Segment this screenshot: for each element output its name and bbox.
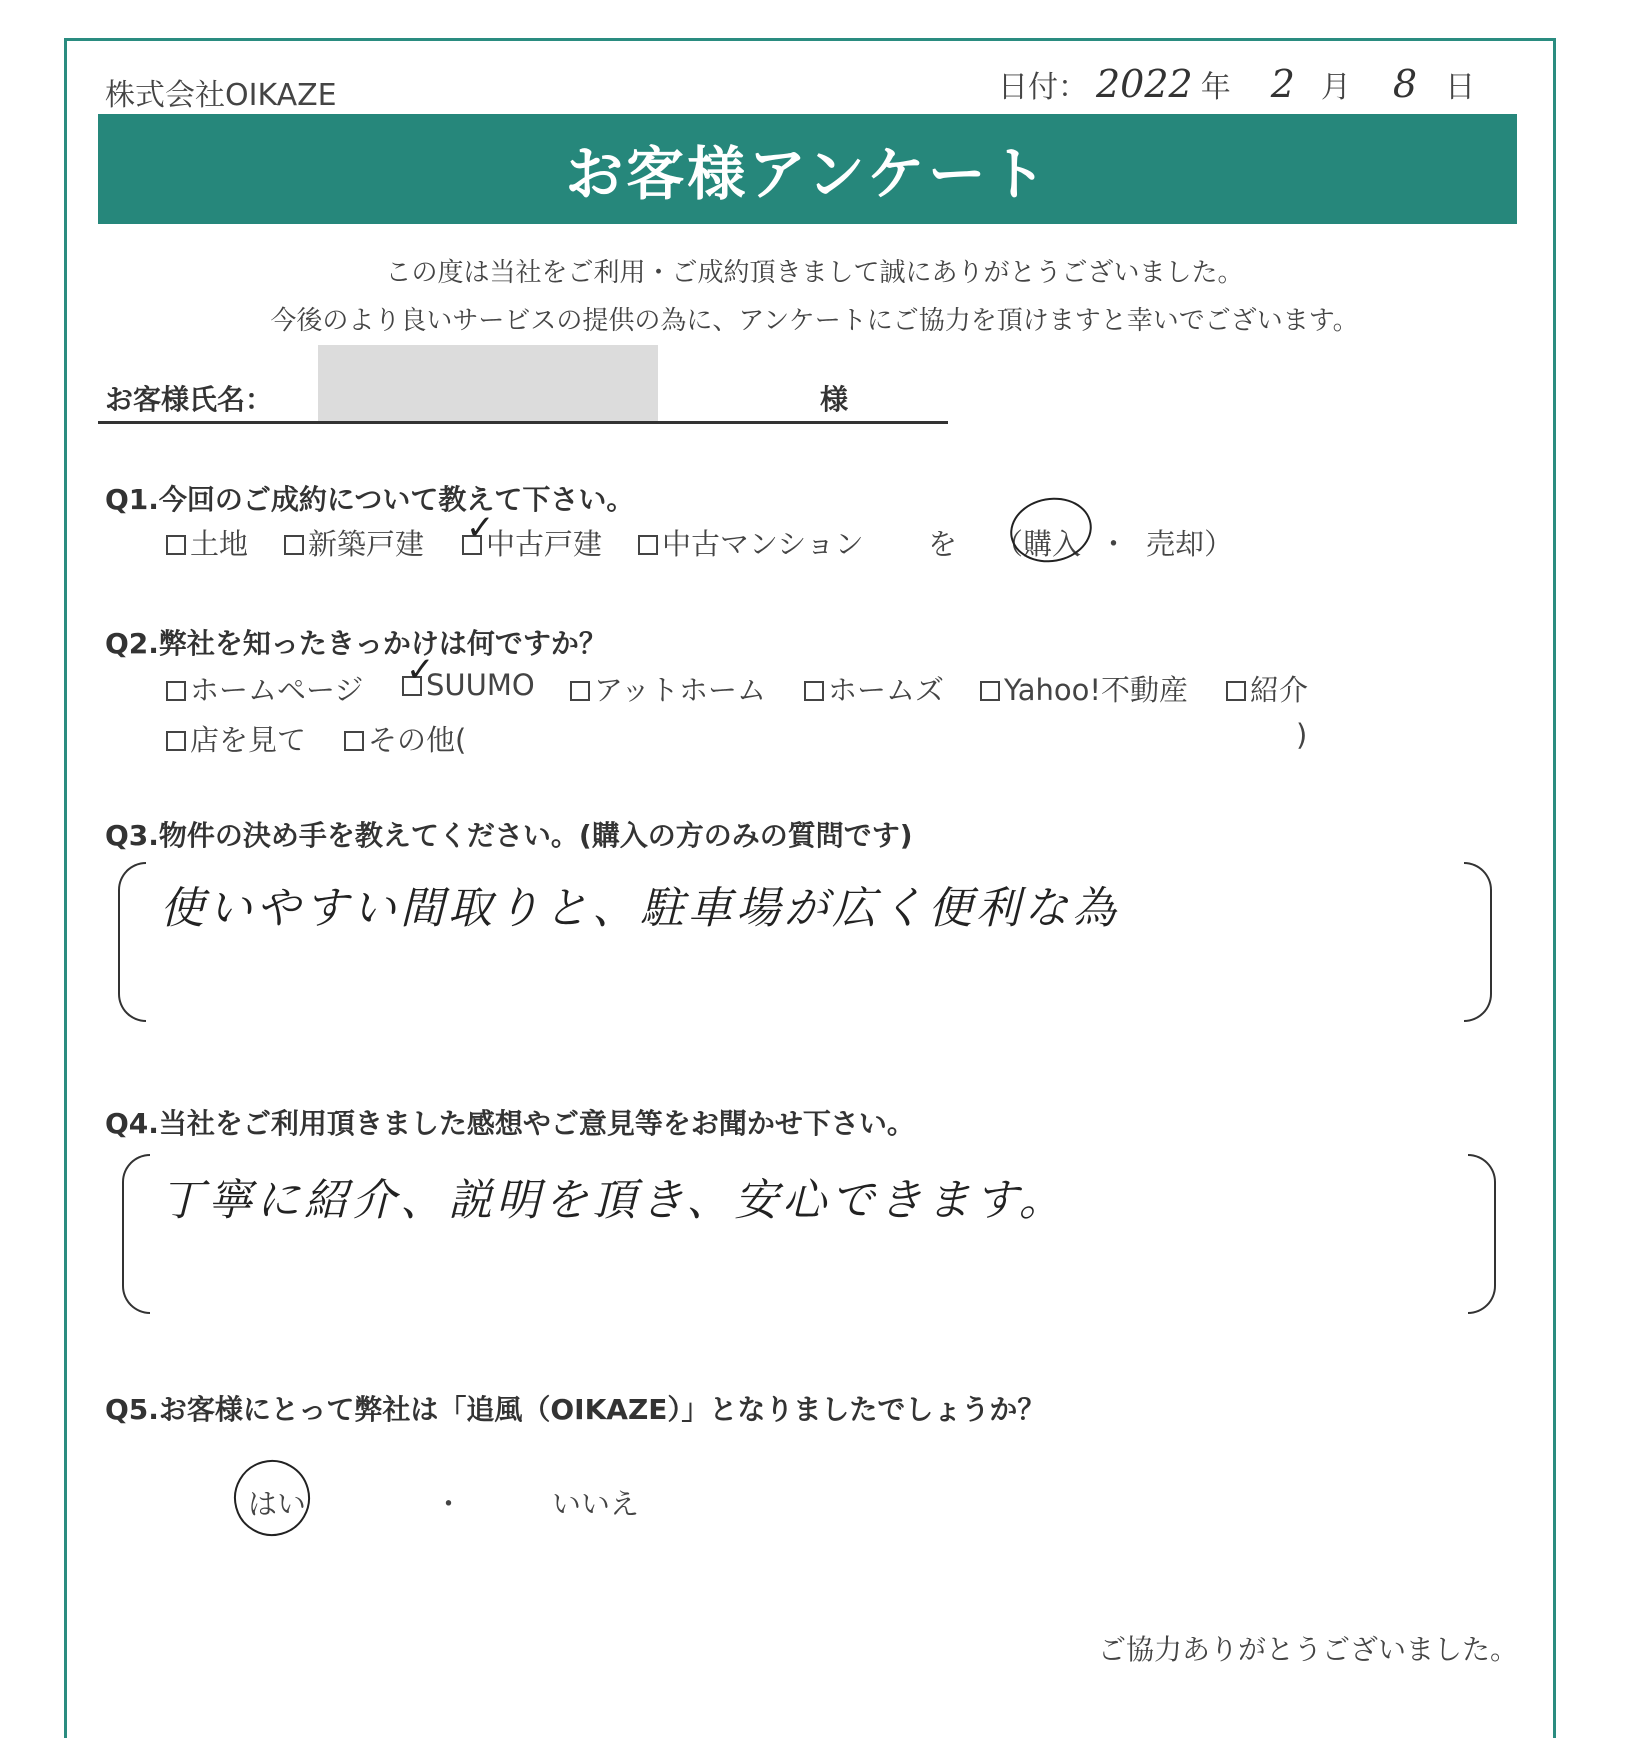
q2-option-referral[interactable]: 紹介 [1226, 668, 1308, 709]
q1-wo: を [928, 527, 958, 561]
customer-name-label: お客様氏名： [105, 383, 274, 416]
paren-open: （ [994, 527, 1024, 561]
checkbox[interactable] [166, 681, 186, 701]
q5-dot: ・ [434, 1487, 464, 1521]
date-month-unit: 月 [1320, 70, 1351, 105]
date-line [998, 62, 1475, 106]
customer-name-redacted [318, 345, 658, 421]
page-title: お客様アンケート [565, 140, 1050, 208]
q3-answer[interactable]: 使いやすい間取りと、駐車場が広く便利な為 [160, 883, 1120, 934]
q5-question: Q5.お客様にとって弊社は「追風（OIKAZE）」となりましたでしょうか？ [105, 1393, 1046, 1426]
q2-option-homepage[interactable]: ホームページ [166, 668, 363, 709]
q2-option-other[interactable]: その他( [344, 718, 466, 759]
date-year-unit: 年 [1200, 70, 1231, 105]
q5-no[interactable]: いいえ [552, 1487, 640, 1521]
q1-option-land[interactable]: 土地 [166, 522, 248, 563]
q1-option-used-mansion[interactable]: 中古マンション [638, 522, 864, 563]
customer-name-suffix: 様 [820, 383, 849, 416]
q2-question: Q2.弊社を知ったきっかけは何ですか？ [105, 627, 607, 660]
checkbox[interactable] [1226, 681, 1246, 701]
q2-other-paren-close: ) [1296, 718, 1308, 752]
checkbox[interactable] [804, 681, 824, 701]
checkmark-icon: ✓ [406, 650, 435, 690]
q5-yes[interactable]: はい [248, 1487, 307, 1521]
title-banner [98, 114, 1517, 224]
q2-option-athome[interactable]: アットホーム [570, 668, 766, 709]
date-month: 2 [1270, 62, 1295, 106]
q4-answer-bracket-left [122, 1154, 150, 1314]
checkbox[interactable] [638, 535, 658, 555]
date-day: 8 [1392, 62, 1418, 106]
checkbox[interactable] [166, 535, 186, 555]
q3-question: Q3.物件の決め手を教えてください。(購入の方のみの質問です) [105, 819, 913, 852]
q3-answer-bracket-left [118, 862, 146, 1022]
intro-line-1: この度は当社をご利用・ご成約頂きまして誠にありがとうございました。 [385, 258, 1244, 288]
q2-option-homes[interactable]: ホームズ [804, 668, 944, 709]
q2-option-store[interactable]: 店を見て [166, 718, 306, 759]
checkbox[interactable] [344, 731, 364, 751]
q1-question: Q1.今回のご成約について教えて下さい。 [105, 483, 635, 516]
date-day-unit: 日 [1445, 70, 1476, 105]
q2-option-yahoo[interactable]: Yahoo!不動産 [980, 668, 1188, 709]
q1-dot: ・ [1099, 527, 1129, 561]
checkbox[interactable] [284, 535, 304, 555]
date-year: 2022 [1096, 62, 1193, 106]
checkbox[interactable] [980, 681, 1000, 701]
q4-answer[interactable]: 丁寧に紹介、説明を頂き、安心できます。 [160, 1175, 1067, 1226]
checkbox[interactable] [570, 681, 590, 701]
paren-close: ） [1204, 527, 1234, 561]
q2-option-suumo[interactable]: SUUMO [402, 668, 535, 702]
q3-answer-bracket-right [1464, 862, 1492, 1022]
q1-option-used-house[interactable]: 中古戸建 [462, 522, 602, 563]
date-label: 日付： [998, 70, 1088, 105]
q4-answer-bracket-right [1468, 1154, 1496, 1314]
q1-buy[interactable]: 購入 [1023, 527, 1082, 561]
customer-name-underline [98, 421, 948, 424]
intro-line-2: 今後のより良いサービスの提供の為に、アンケートにご協力を頂けますと幸いでございます。 [270, 306, 1359, 336]
checkmark-icon: ✓ [466, 508, 495, 548]
q4-question: Q4.当社をご利用頂きました感想やご意見等をお聞かせ下さい。 [105, 1107, 915, 1140]
footer-thanks: ご協力ありがとうございました。 [1098, 1633, 1519, 1666]
checkbox[interactable] [166, 731, 186, 751]
q1-option-new-house[interactable]: 新築戸建 [284, 522, 424, 563]
company-name: 株式会社OIKAZE [105, 78, 337, 113]
q1-sell[interactable]: 売却 [1146, 527, 1205, 561]
